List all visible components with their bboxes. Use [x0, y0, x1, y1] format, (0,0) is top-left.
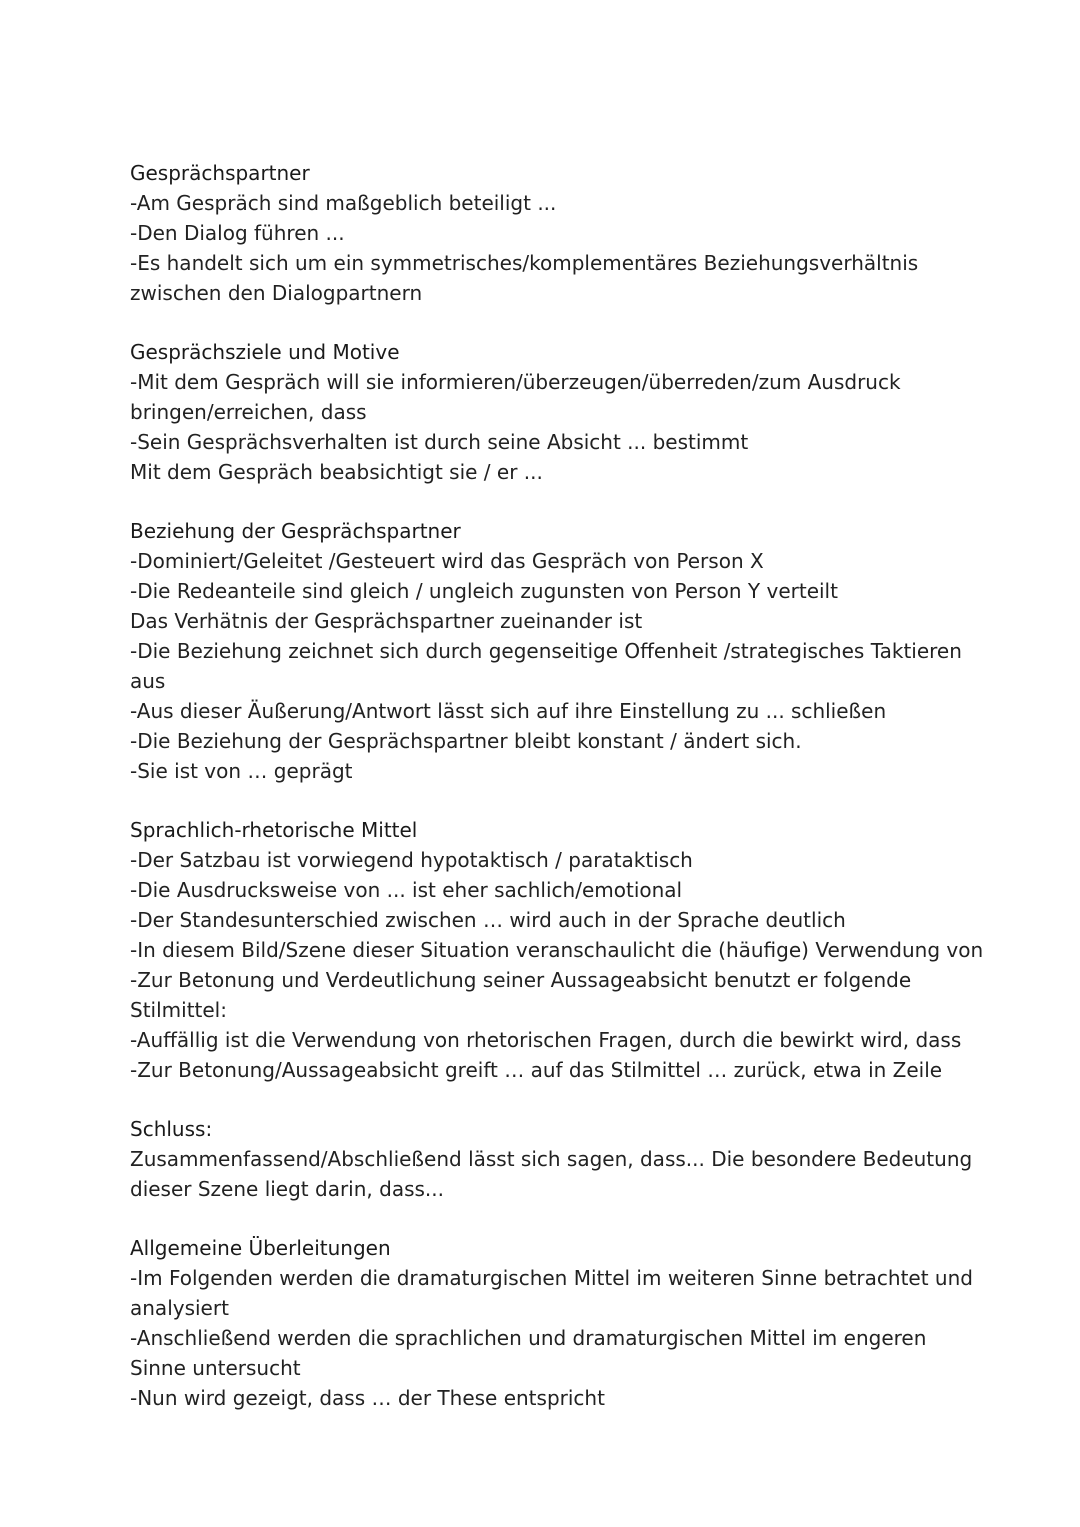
- document-body: [130, 158, 990, 1413]
- text-line: -In diesem Bild/Szene dieser Situation veranschaulicht die (häufige) Verwendung von: [130, 938, 984, 962]
- text-line: analysiert: [130, 1296, 229, 1320]
- text-line: -Mit dem Gespräch will sie informieren/überzeugen/überreden/zum Ausdruck: [130, 370, 901, 394]
- section-beziehung: [130, 516, 990, 786]
- section-schluss: [130, 1114, 990, 1204]
- text-line: Stilmittel:: [130, 998, 227, 1022]
- section-sprachlich-rhetorische-mittel: [130, 815, 990, 1085]
- text-line: -Sie ist von … geprägt: [130, 759, 353, 783]
- text-line: -Sein Gesprächsverhalten ist durch seine Absicht ... bestimmt: [130, 430, 749, 454]
- text-line: -Zur Betonung und Verdeutlichung seiner Aussageabsicht benutzt er folgende: [130, 968, 912, 992]
- text-line: zwischen den Dialogpartnern: [130, 281, 423, 305]
- text-line: Sinne untersucht: [130, 1356, 301, 1380]
- text-line: -Die Beziehung zeichnet sich durch gegenseitige Offenheit /strategisches Taktieren: [130, 639, 962, 663]
- text-line: -Den Dialog führen ...: [130, 221, 345, 245]
- text-line: -Die Beziehung der Gesprächspartner bleibt konstant / ändert sich.: [130, 729, 802, 753]
- text-line: -Es handelt sich um ein symmetrisches/komplementäres Beziehungsverhältnis: [130, 251, 919, 275]
- text-line: -Nun wird gezeigt, dass … der These entspricht: [130, 1386, 605, 1410]
- text-line: -Zur Betonung/Aussageabsicht greift … auf das Stilmittel … zurück, etwa in Zeile: [130, 1058, 943, 1082]
- text-line: Das Verhätnis der Gesprächspartner zueinander ist: [130, 609, 643, 633]
- text-line: -Der Standesunterschied zwischen … wird auch in der Sprache deutlich: [130, 908, 846, 932]
- text-line: -Der Satzbau ist vorwiegend hypotaktisch / parataktisch: [130, 848, 693, 872]
- text-line: dieser Szene liegt darin, dass...: [130, 1177, 444, 1201]
- text-line: -Am Gespräch sind maßgeblich beteiligt ...: [130, 191, 557, 215]
- section-gespraechsziele: [130, 337, 990, 487]
- text-line: Mit dem Gespräch beabsichtigt sie / er ...: [130, 460, 543, 484]
- section-heading: Allgemeine Überleitungen: [130, 1236, 391, 1260]
- text-line: -Aus dieser Äußerung/Antwort lässt sich auf ihre Einstellung zu ... schließen: [130, 699, 887, 723]
- section-gespraechspartner: [130, 158, 990, 308]
- text-line: -Die Redeanteile sind gleich / ungleich zugunsten von Person Y verteilt: [130, 579, 838, 603]
- section-heading: Gesprächspartner: [130, 161, 310, 185]
- text-line: aus: [130, 669, 166, 693]
- section-heading: Gesprächsziele und Motive: [130, 340, 400, 364]
- text-line: -Im Folgenden werden die dramaturgischen Mittel im weiteren Sinne betrachtet und: [130, 1266, 973, 1290]
- section-heading: Schluss:: [130, 1117, 213, 1141]
- section-heading: Beziehung der Gesprächspartner: [130, 519, 461, 543]
- text-line: -Auffällig ist die Verwendung von rhetorischen Fragen, durch die bewirkt wird, dass: [130, 1028, 962, 1052]
- section-heading: Sprachlich-rhetorische Mittel: [130, 818, 418, 842]
- text-line: -Dominiert/Geleitet /Gesteuert wird das Gespräch von Person X: [130, 549, 764, 573]
- text-line: -Die Ausdrucksweise von ... ist eher sachlich/emotional: [130, 878, 683, 902]
- section-ueberleitungen: [130, 1233, 990, 1413]
- text-line: -Anschließend werden die sprachlichen und dramaturgischen Mittel im engeren: [130, 1326, 927, 1350]
- text-line: Zusammenfassend/Abschließend lässt sich sagen, dass... Die besondere Bedeutung: [130, 1147, 973, 1171]
- text-line: bringen/erreichen, dass: [130, 400, 367, 424]
